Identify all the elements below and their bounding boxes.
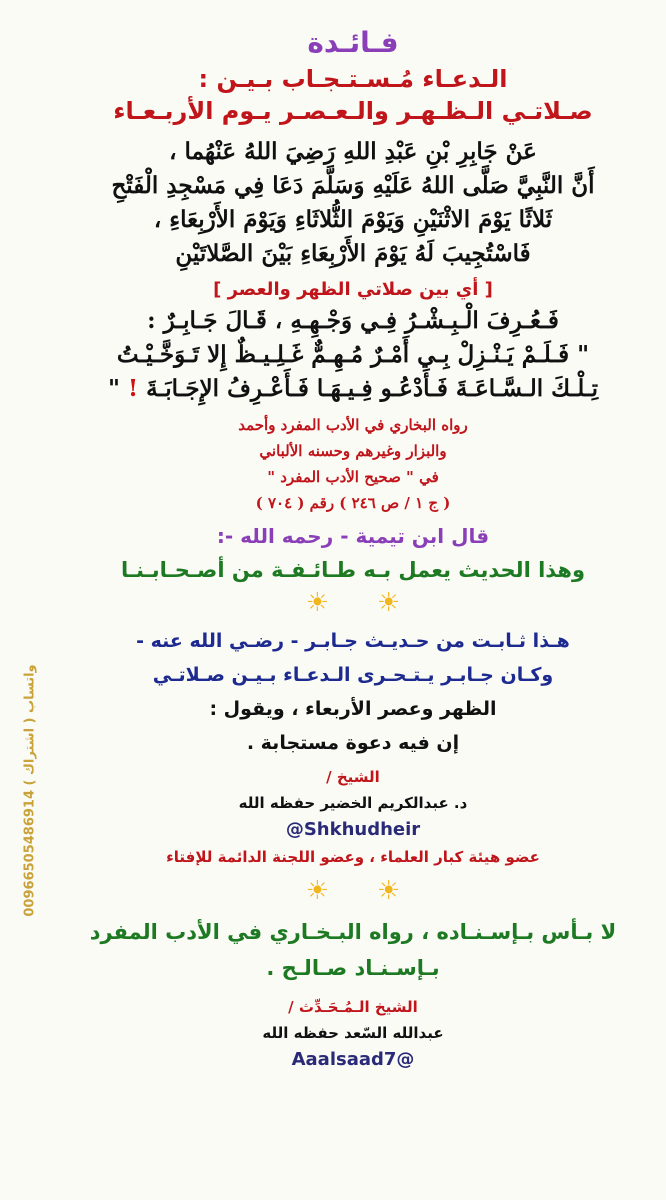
source-line: رواه البخاري في الأدب المفرد وأحمد (238, 416, 468, 434)
document-page (58, 0, 648, 1200)
whatsapp-number: 00966505486914 واتساب ( اشتراك ) (22, 663, 38, 917)
ibn-taymiyyah-heading: قال ابن تيمية - رحمه الله -: (216, 524, 490, 548)
sheikh-name: عبدالله السّعد حفظه الله (262, 1024, 444, 1042)
sun-icon: ☀ (377, 876, 401, 906)
hadith-line: عَنْ جَابِرِ بْنِ عَبْدِ اللهِ رَضِيَ اللهُ عَنْهُما ، (169, 138, 537, 165)
sidebar-contact (8, 640, 52, 940)
twitter-handle[interactable]: @Shkhudheir (285, 819, 421, 840)
source-line: في " صحيح الأدب المفرد " (267, 468, 439, 486)
sheikh-label: الشيخ الـمُـحَـدِّث / (288, 998, 418, 1016)
source-citation (58, 412, 648, 516)
source-line: والبزار وغيرهم وحسنه الألباني (259, 442, 447, 460)
hadith-line: أَنَّ النَّبِيَّ صَلَّى اللهُ عَلَيْهِ وَسَلَّمَ دَعَا فِي مَسْجِدِ الْفَتْحِ (111, 172, 595, 199)
sheikh-role: عضو هيئة كبار العلماء ، وعضو اللجنة الدائمة للإفتاء (166, 848, 540, 866)
hadith-line-last (58, 372, 648, 406)
closing-quote: " (108, 375, 120, 402)
quote-line: لا بـأس بـإسـنـاده ، رواه البـخـاري في الأدب المفرد (89, 920, 617, 944)
heading-line-1: الـدعـاء مُـسـتـجـاب بـيـن : (198, 65, 508, 93)
khudhair-quote (58, 624, 648, 760)
ibn-taymiyyah-quote: وهذا الحديث يعمل بـه طـائـفـة من أصـحـابـنـا (120, 558, 586, 582)
sheikh-name: د. عبدالكريم الخضير حفظه الله (238, 794, 468, 812)
sheikh-label: الشيخ / (326, 768, 380, 786)
hadith-line: " فَـلَـمْ يَـنْـزِلْ بِـي أَمْـرٌ مُـهِـمٌّ غَـلِـيـظٌ إِلا تَـوَخَّـيْـتُ (116, 341, 590, 368)
twitter-handle[interactable]: Aaalsaad7@ (291, 1049, 415, 1070)
hadith-block (58, 135, 648, 271)
khudhair-signature (58, 764, 648, 870)
hadith-line: ثَلاثًا يَوْمَ الاثْنَيْنِ وَيَوْمَ الثُّلاثَاءِ وَيَوْمَ الأَرْبِعَاءِ ، (153, 206, 553, 233)
hadith-line: فَـعُـرِفَ الْـبِـشْـرُ فِـي وَجْـهِـهِ ، قَـالَ جَـابِـرٌ : (147, 307, 559, 334)
sun-icon: ☀ (305, 876, 329, 906)
hadith-line: فَاسْتُجِيبَ لَهُ يَوْمَ الأَرْبِعَاءِ بَيْنَ الصَّلاتَيْنِ (175, 240, 531, 267)
saad-signature (58, 994, 648, 1074)
sun-icon: ☀ (305, 588, 329, 618)
page-title: فـائـدة (307, 26, 399, 59)
quote-line: وكـان جـابـر يـتـحـرى الـدعـاء بـيـن صـلاتـي (152, 664, 554, 686)
bracket-note: [ أي بين صلاتي الظهر والعصر ] (213, 279, 493, 300)
sun-divider (58, 588, 648, 618)
quote-line: بـإسـنـاد صـالـح . (266, 956, 440, 980)
saad-quote (58, 914, 648, 986)
exclamation-mark: ! (128, 375, 139, 402)
heading-line-2: صـلاتـي الـظـهـر والـعـصـر يـوم الأربـعـاء (113, 97, 593, 125)
hadith-continuation (58, 304, 648, 406)
quote-line: هـذا ثـابـت من حـديـث جـابـر - رضـي الله عنه - (136, 630, 570, 652)
quote-line: إن فيه دعوة مستجابة . (246, 732, 460, 754)
quote-line: الظهر وعصر الأربعاء ، ويقول : (209, 698, 497, 720)
hadith-last-text: تِـلْـكَ الـسَّـاعَـةَ فَـأَدْعُـو فِـيـهَـا فَـأَعْـرِفُ الإِجَـابَـةَ (146, 375, 598, 402)
source-line: ( ج ١ / ص ٢٤٦ ) رقم ( ٧٠٤ ) (255, 494, 451, 512)
sun-icon: ☀ (377, 588, 401, 618)
sun-divider (58, 876, 648, 906)
